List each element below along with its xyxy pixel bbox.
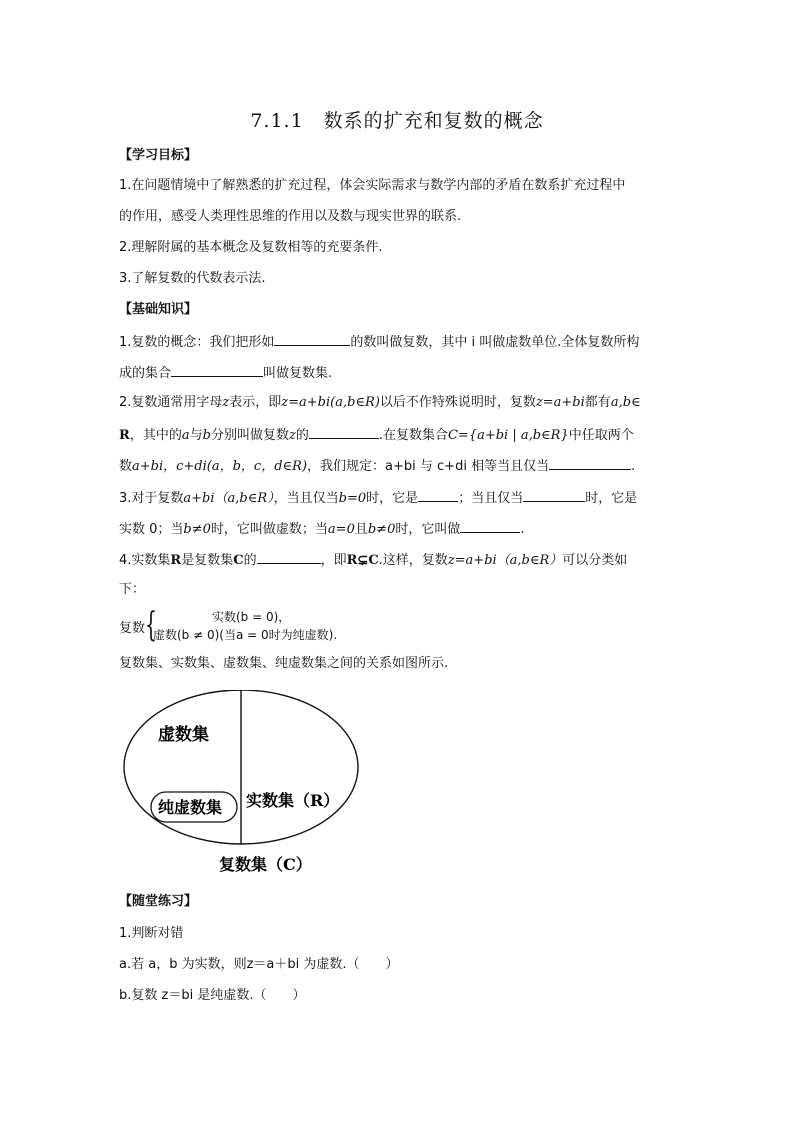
text: 以后不作特殊说明时，复数: [379, 395, 536, 410]
text: 的数叫做复数，其中 i 叫做虚数单位.全体复数所构: [350, 335, 640, 350]
fill-blank[interactable]: [274, 332, 350, 346]
page-title: 7.1.1 数系的扩充和复数的概念: [250, 110, 544, 132]
formula: b=0: [338, 491, 367, 506]
formula: b≠0: [367, 522, 396, 537]
text: ，即: [320, 553, 347, 568]
objectives-heading: 【学习目标】: [119, 148, 198, 163]
text: 成的集合: [119, 366, 172, 381]
objective-2: 2.理解附属的基本概念及复数相等的充要条件.: [119, 240, 383, 255]
text: .在复数集合: [378, 428, 448, 443]
basics-p2-line3: [119, 456, 635, 476]
fill-blank[interactable]: [418, 488, 458, 502]
text: 1.复数的概念：我们把形如: [119, 335, 275, 350]
text: 2.复数通常用字母: [119, 395, 223, 410]
text: 可以分类如: [562, 553, 628, 568]
var-z: z: [288, 428, 296, 443]
text: 分别叫做复数: [210, 428, 289, 443]
fill-blank[interactable]: [549, 456, 631, 470]
text: 是复数集: [181, 553, 234, 568]
objective-1-line-1: 1.在问题情境中了解熟悉的扩充过程，体会实际需求与数学内部的矛盾在数系扩充过程中: [119, 178, 626, 193]
text: 的: [243, 553, 257, 568]
text: 叫做复数集.: [263, 366, 333, 381]
basics-heading: 【基础知识】: [119, 302, 198, 317]
fill-blank[interactable]: [171, 363, 263, 377]
text: 数: [119, 459, 133, 474]
pure-imaginary-set-label: 纯虚数集: [158, 798, 223, 817]
text: 与: [189, 428, 203, 443]
set-R: R: [170, 553, 182, 568]
text: 时，它是: [585, 491, 638, 506]
text: .这样，复数: [378, 553, 448, 568]
relation-text: 复数集、实数集、虚数集、纯虚数集之间的关系如图所示.: [119, 656, 449, 671]
classification-imaginary: 虚数(b ≠ 0)(当a = 0时为纯虚数).: [153, 628, 338, 642]
set-C: C: [233, 553, 244, 568]
fill-blank[interactable]: [309, 425, 379, 439]
set-R: R: [119, 428, 130, 443]
basics-p1-line1: [119, 332, 639, 352]
var-z: z: [222, 395, 230, 410]
basics-p2-line2: [119, 425, 634, 445]
text: 3.对于复数: [119, 491, 184, 506]
text: .: [631, 459, 636, 474]
var-b: b: [202, 428, 211, 443]
text: ，我们规定：: [307, 459, 386, 474]
basics-p3-line2: [119, 519, 525, 539]
brace-symbol: {: [145, 605, 157, 645]
classification-label: 复数: [119, 621, 146, 636]
classification-brace: [119, 605, 419, 645]
real-set-label: 实数集（R）: [246, 791, 340, 810]
text: .: [520, 522, 525, 537]
text: 的: [295, 428, 309, 443]
text: ；当且仅当: [458, 491, 524, 506]
practice-qa: a.若 a，b 为实数，则z＝a＋bi 为虚数.（ ）: [119, 957, 399, 972]
text: 时，它叫做: [395, 522, 461, 537]
text: a+bi 与 c+di 相等当且仅当: [385, 459, 550, 474]
text: 中任取两个: [568, 428, 634, 443]
subset-relation: R⊊C: [346, 553, 379, 568]
fill-blank[interactable]: [257, 550, 321, 564]
complex-set-label: 复数集（C）: [219, 855, 312, 874]
var-a: a: [181, 428, 190, 443]
objective-3: 3.了解复数的代数表示法.: [119, 271, 266, 286]
text: ，其中的: [129, 428, 182, 443]
classification-real: 实数(b = 0)，: [212, 610, 291, 624]
formula: b≠0: [183, 522, 211, 537]
basics-p4-line2: 下：: [119, 582, 146, 597]
formula: a+bi，c+di(a，b，c，d∈R): [132, 459, 308, 474]
practice-q1: 1.判断对错: [119, 926, 184, 941]
text: 4.实数集: [119, 553, 171, 568]
text: 表示，即: [229, 395, 282, 410]
formula: z=a+bi: [535, 395, 585, 410]
fill-blank[interactable]: [523, 488, 585, 502]
fill-blank[interactable]: [460, 519, 520, 533]
formula: a,b∈: [610, 395, 641, 410]
basics-p4-line1: [119, 550, 627, 570]
formula: z=a+bi（a,b∈R）: [447, 553, 563, 568]
practice-qb: b.复数 z＝bi 是纯虚数.（ ）: [119, 988, 306, 1003]
text: 且: [354, 522, 368, 537]
objective-1-line-2: 的作用，感受人类理性思维的作用以及数与现实世界的联系.: [119, 209, 462, 224]
formula: a=0: [327, 522, 355, 537]
practice-heading: 【随堂练习】: [119, 894, 198, 909]
imaginary-set-label: 虚数集: [158, 725, 209, 745]
basics-p3-line1: [119, 488, 637, 508]
basics-p2-line1: [119, 394, 641, 412]
formula: a+bi（a,b∈R）: [183, 491, 274, 506]
text: 时，它是: [366, 491, 419, 506]
text: 实数 0；当: [119, 522, 184, 537]
text: 都有: [584, 395, 611, 410]
basics-p1-line2: [119, 363, 332, 383]
text: 时，它叫做虚数；当: [210, 522, 328, 537]
text: ，当且仅当: [273, 491, 339, 506]
venn-diagram: [118, 690, 368, 885]
formula: C={a+bi | a,b∈R}: [447, 428, 569, 443]
formula: z=a+bi(a,b∈R): [281, 395, 380, 410]
